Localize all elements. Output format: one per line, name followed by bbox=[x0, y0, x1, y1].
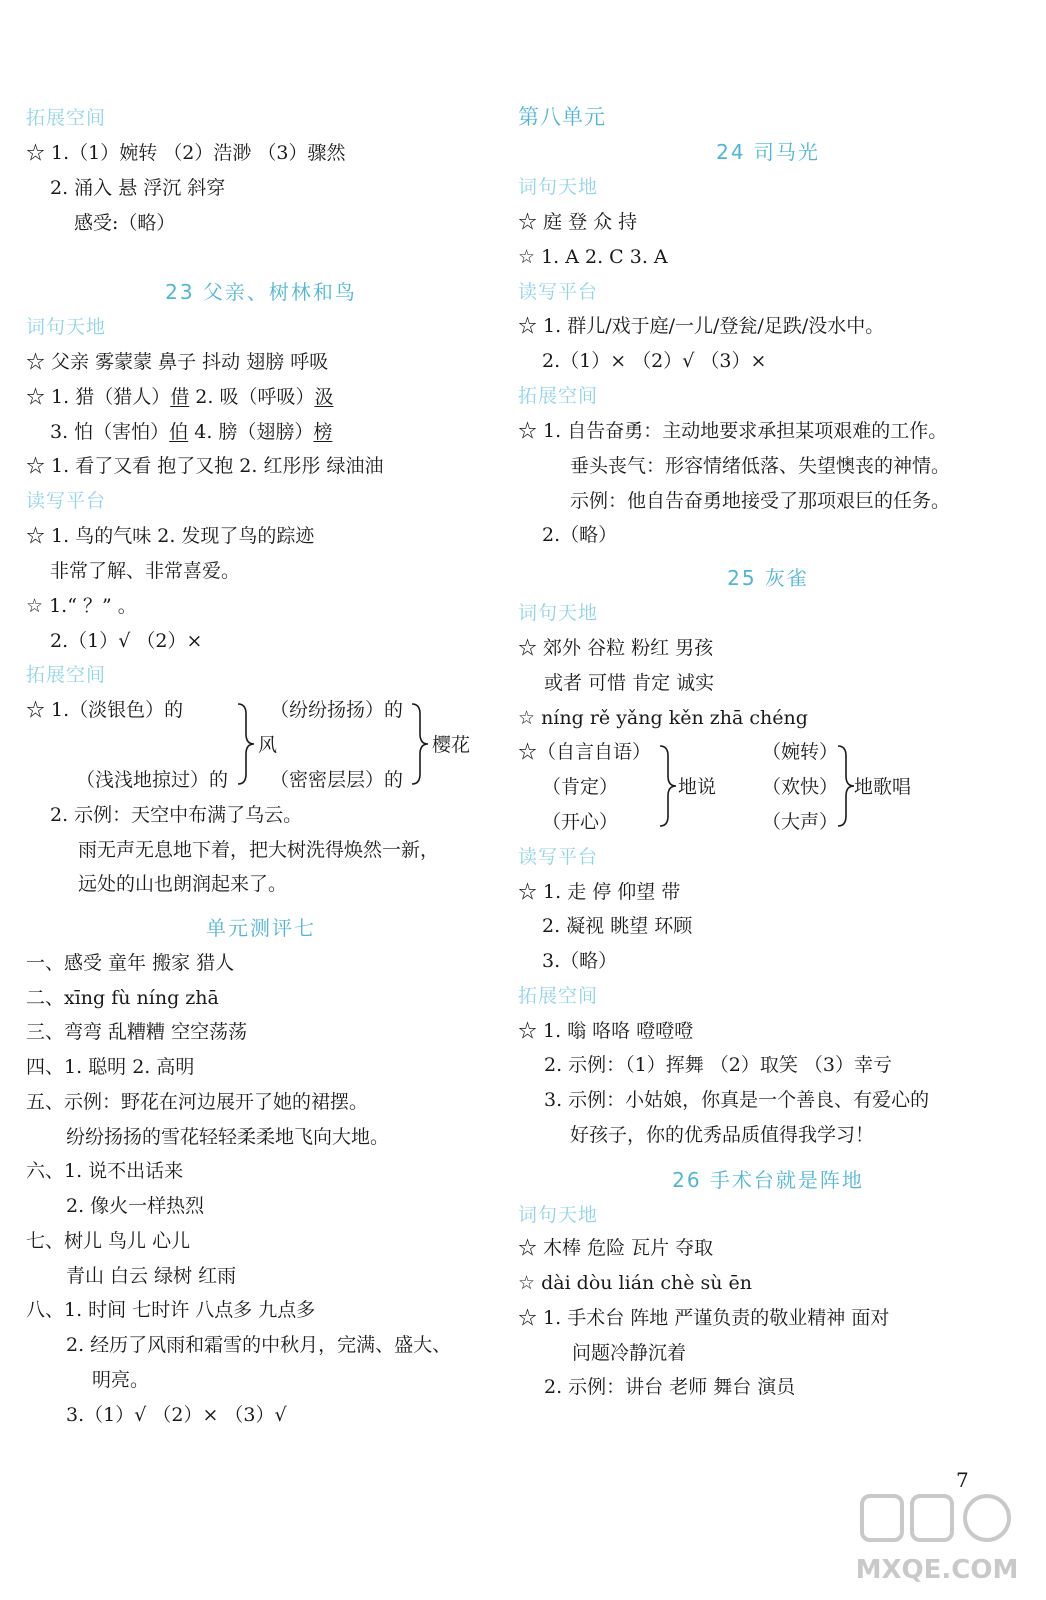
answer-line: 2. 示例：天空中布满了乌云。 bbox=[50, 804, 303, 826]
answer-line: 地歌唱 bbox=[854, 776, 912, 798]
brace-icon bbox=[834, 744, 856, 828]
unit-title: 第八单元 bbox=[518, 105, 606, 129]
answer-line: 2.（1）× （2）√ （3）× bbox=[542, 350, 767, 372]
watermark-logo-icon bbox=[852, 1490, 1022, 1590]
answer-line: 问题冷静沉着 bbox=[572, 1342, 687, 1364]
answer-line: 明亮。 bbox=[92, 1369, 150, 1391]
test-title: 单元测评七 bbox=[206, 916, 316, 940]
answer-line: 樱花 bbox=[432, 734, 471, 756]
svg-text:MXQE.COM: MXQE.COM bbox=[855, 1555, 1019, 1585]
answer-line: ☆ 1.（1）婉转 （2）浩渺 （3）骤然 bbox=[26, 142, 346, 164]
section-heading: 词句天地 bbox=[518, 176, 599, 198]
answer-line: （浅浅地掠过）的 bbox=[76, 769, 229, 791]
answer-line: 2. 凝视 眺望 环顾 bbox=[542, 915, 693, 937]
answer-line: 2.（1）√ （2）× bbox=[50, 630, 203, 652]
answer-line: （肯定） bbox=[542, 776, 619, 798]
answer-line: ☆ 1.（淡银色）的 bbox=[26, 699, 184, 721]
lesson-title: 23 父亲、树林和鸟 bbox=[165, 280, 357, 304]
answer-line: 3.（略） bbox=[542, 950, 618, 972]
answer-line: （纷纷扬扬）的 bbox=[270, 699, 404, 721]
section-heading: 读写平台 bbox=[518, 281, 599, 303]
answer-line: ☆ 1. 猎（猎人）借 2. 吸（呼吸）汲 bbox=[26, 386, 334, 408]
answer-line: ☆ 1. 看了又看 抱了又抱 2. 红彤彤 绿油油 bbox=[26, 455, 384, 477]
answer-line: 一、感受 童年 搬家 猎人 bbox=[26, 952, 235, 974]
lesson-title: 25 灰雀 bbox=[727, 566, 809, 590]
answer-line: 2. 示例：（1）挥舞 （2）取笑 （3）幸亏 bbox=[544, 1054, 893, 1076]
section-heading: 读写平台 bbox=[26, 490, 107, 512]
answer-line: 3. 怕（害怕）伯 4. 膀（翅膀）榜 bbox=[50, 421, 333, 443]
answer-line: ☆ 1.“ ？” 。 bbox=[26, 595, 137, 617]
answer-line: ☆ dài dòu lián chè sù ēn bbox=[518, 1272, 752, 1294]
answer-line: ☆ 1. 走 停 仰望 带 bbox=[518, 881, 681, 903]
lesson-title: 26 手术台就是阵地 bbox=[672, 1168, 864, 1192]
answer-line: （开心） bbox=[542, 811, 619, 833]
answer-line: 风 bbox=[258, 734, 278, 756]
answer-line: 八、1. 时间 七时许 八点多 九点多 bbox=[26, 1299, 316, 1321]
answer-line: 好孩子，你的优秀品质值得我学习！ bbox=[570, 1124, 875, 1146]
answer-line: ☆ 木棒 危险 瓦片 夺取 bbox=[518, 1237, 714, 1259]
answer-line: ☆ 郊外 谷粒 粉红 男孩 bbox=[518, 637, 714, 659]
answer-line: ☆ 1. 鸟的气味 2. 发现了鸟的踪迹 bbox=[26, 525, 315, 547]
answer-line: 示例：他自告奋勇地接受了那项艰巨的任务。 bbox=[570, 490, 951, 512]
answer-line: ☆ 庭 登 众 持 bbox=[518, 211, 638, 233]
section-heading: 词句天地 bbox=[518, 1204, 599, 1226]
answer-line: 二、xīng fù níng zhā bbox=[26, 987, 219, 1009]
answer-line: ☆ 父亲 雾蒙蒙 鼻子 抖动 翅膀 呼吸 bbox=[26, 351, 329, 373]
answer-line: 感受:（略） bbox=[74, 212, 176, 234]
answer-line: 地说 bbox=[678, 776, 717, 798]
answer-line: 或者 可惜 肯定 诚实 bbox=[544, 672, 715, 694]
answer-line: （欢快） bbox=[762, 776, 839, 798]
answer-line: ☆ 1. A 2. C 3. A bbox=[518, 246, 668, 268]
answer-line: 2. 经历了风雨和霜雪的中秋月，完满、盛大、 bbox=[66, 1334, 452, 1356]
answer-line: 五、示例：野花在河边展开了她的裙摆。 bbox=[26, 1091, 369, 1113]
section-heading: 拓展空间 bbox=[26, 107, 107, 129]
answer-line: ☆ 1. 自告奋勇：主动地要求承担某项艰难的工作。 bbox=[518, 420, 948, 442]
answer-line: ☆ 1. 嗡 咯咯 噔噔噔 bbox=[518, 1020, 694, 1042]
lesson-title: 24 司马光 bbox=[716, 140, 820, 164]
answer-line: 3.（1）√ （2）× （3）√ bbox=[66, 1404, 287, 1426]
answer-line: 三、弯弯 乱糟糟 空空荡荡 bbox=[26, 1021, 248, 1043]
brace-icon bbox=[234, 702, 256, 786]
answer-line: ☆ níng rě yǎng kěn zhā chéng bbox=[518, 707, 808, 729]
brace-icon bbox=[408, 702, 430, 786]
answer-line: 四、1. 聪明 2. 高明 bbox=[26, 1056, 195, 1078]
answer-line: 六、1. 说不出话来 bbox=[26, 1160, 184, 1182]
section-heading: 读写平台 bbox=[518, 846, 599, 868]
section-heading: 拓展空间 bbox=[518, 385, 599, 407]
answer-line: 远处的山也朗润起来了。 bbox=[78, 873, 288, 895]
answer-line: 雨无声无息地下着，把大树洗得焕然一新， bbox=[78, 839, 440, 861]
answer-line: 青山 白云 绿树 红雨 bbox=[66, 1265, 237, 1287]
section-heading: 词句天地 bbox=[26, 316, 107, 338]
answer-line: （密密层层）的 bbox=[270, 769, 404, 791]
answer-line: 3. 示例：小姑娘，你真是一个善良、有爱心的 bbox=[544, 1089, 930, 1111]
answer-line: 纷纷扬扬的雪花轻轻柔柔地飞向大地。 bbox=[66, 1126, 390, 1148]
answer-line: 垂头丧气：形容情绪低落、失望懊丧的神情。 bbox=[570, 455, 951, 477]
answer-line: 非常了解、非常喜爱。 bbox=[50, 560, 241, 582]
answer-line: （大声） bbox=[762, 811, 839, 833]
answer-line: 2. 像火一样热烈 bbox=[66, 1195, 205, 1217]
section-heading: 词句天地 bbox=[518, 602, 599, 624]
answer-line: ☆ 1. 群儿/戏于庭/一儿/登瓮/足跌/没水中。 bbox=[518, 315, 885, 337]
answer-line: 七、树儿 鸟儿 心儿 bbox=[26, 1230, 191, 1252]
section-heading: 拓展空间 bbox=[518, 985, 599, 1007]
answer-line: （婉转） bbox=[762, 741, 839, 763]
answer-line: 2. 涌入 悬 浮沉 斜穿 bbox=[50, 177, 226, 199]
page-number: 7 bbox=[956, 1468, 969, 1492]
section-heading: 拓展空间 bbox=[26, 664, 107, 686]
answer-line: ☆（自言自语） bbox=[518, 741, 652, 763]
brace-icon bbox=[656, 744, 678, 828]
answer-line: 2.（略） bbox=[542, 524, 618, 546]
answer-line: ☆ 1. 手术台 阵地 严谨负责的敬业精神 面对 bbox=[518, 1307, 890, 1329]
answer-line: 2. 示例：讲台 老师 舞台 演员 bbox=[544, 1376, 796, 1398]
